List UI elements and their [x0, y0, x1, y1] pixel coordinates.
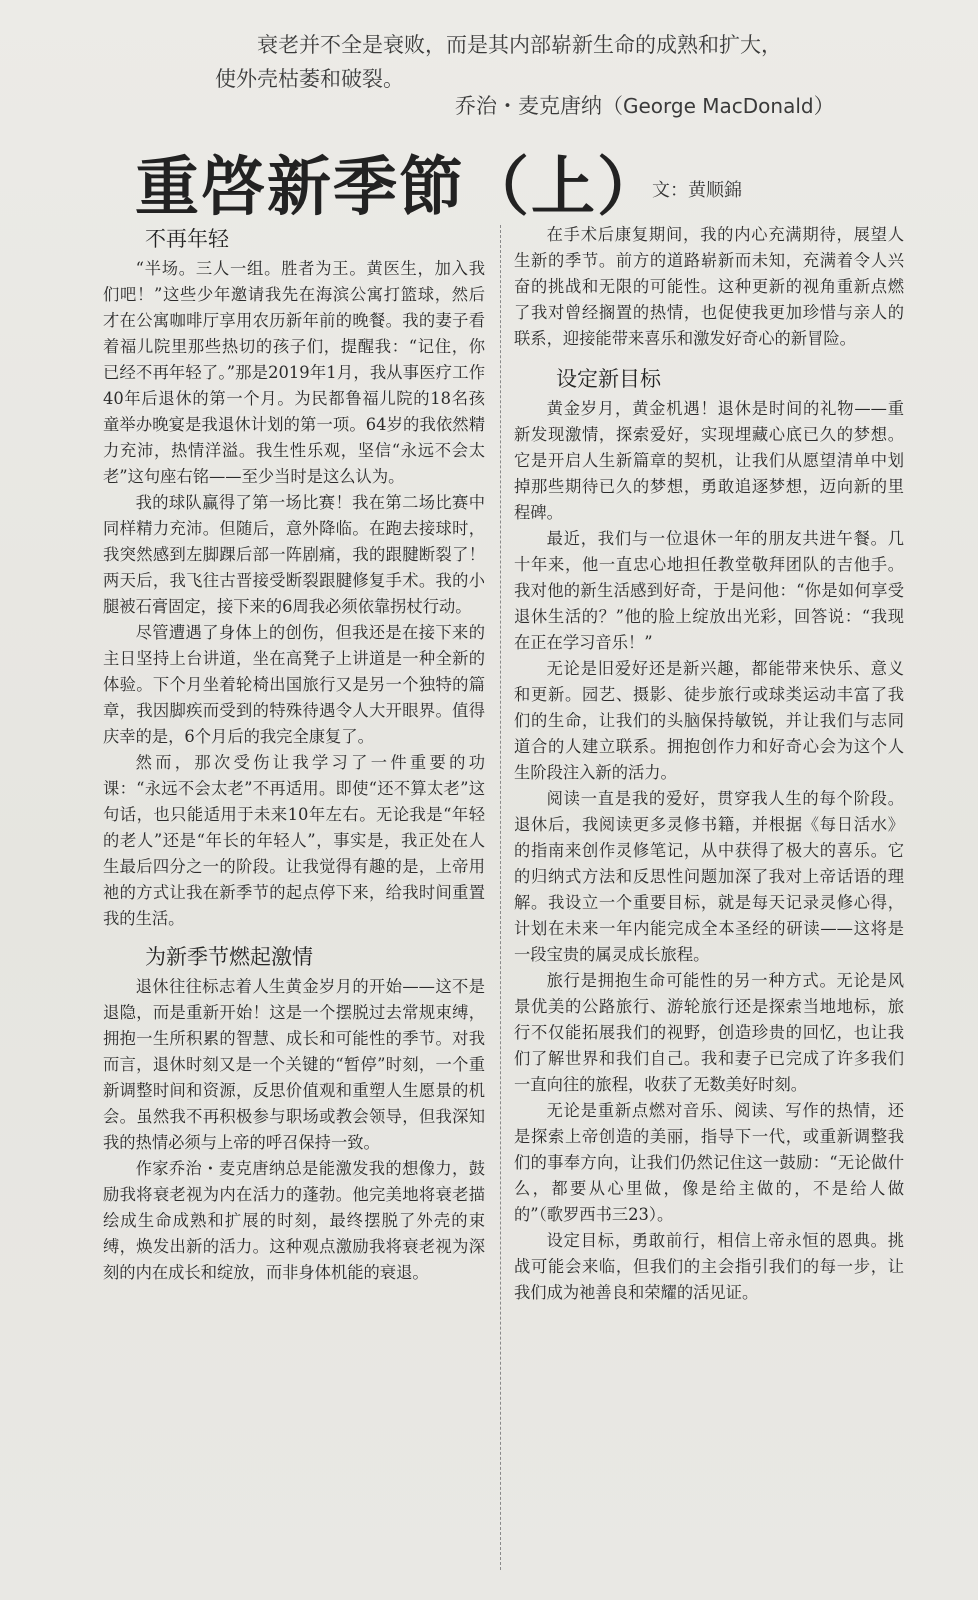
section-heading-new-goals: 设定新目标	[556, 367, 661, 391]
paragraph: 黄金岁月，黄金机遇！退休是时间的礼物——重新发现激情，探索爱好，实现埋藏心底已久的梦想。它是开启人生新篇章的契机，让我们从愿望清单中划掉那些期待已久的梦想，勇敢追逐梦想，迈向新的里程碑。	[514, 399, 904, 522]
paragraph: 退休往往标志着人生黄金岁月的开始——这不是退隐，而是重新开始！这是一个摆脱过去常规束缚，拥抱一生所积累的智慧、成长和可能性的季节。对我而言，退休时刻又是一个关键的“暂停”时刻，一个重新调整时间和资源，反思价值观和重塑人生愿景的机会。虽然我不再积极参与职场或教会领导，但我深知我的热情必须与上帝的呼召保持一致。	[103, 977, 485, 1152]
article-title: 重啓新季節（上）	[135, 151, 663, 225]
paragraph: 最近，我们与一位退休一年的朋友共进午餐。几十年来，他一直忠心地担任教堂敬拜团队的吉他手。我对他的新生活感到好奇，于是问他：“你是如何享受退休生活的？”他的脸上绽放出光彩，回答说：“我现在正在学习音乐！”	[514, 529, 904, 652]
faded-edge-mark	[8, 585, 38, 645]
paragraph: 设定目标，勇敢前行，相信上帝永恒的恩典。挑战可能会来临，但我们的主会指引我们的每一步，让我们成为祂善良和荣耀的活见证。	[514, 1231, 904, 1302]
epigraph-author-en: George MacDonald	[623, 94, 814, 118]
paragraph: “半场。三人一组。胜者为王。黄医生，加入我们吧！”这些少年邀请我先在海滨公寓打篮球，然后才在公寓咖啡厅享用农历新年前的晚餐。我的妻子看着福儿院里那些热切的孩子们，提醒我：“记住，你已经不再年轻了。”那是2019年1月，我从事医疗工作40年后退休的第一个月。为民都鲁福儿院的18名孩童举办晚宴是我退休计划的第一项。64岁的我依然精力充沛，热情洋溢。我生性乐观，坚信“永远不会太老”这句座右铭——至少当时是这么认为。	[103, 259, 485, 486]
section-heading-no-longer-young: 不再年轻	[145, 227, 229, 251]
paragraph: 旅行是拥抱生命可能性的另一种方式。无论是风景优美的公路旅行、游轮旅行还是探索当地地标，旅行不仅能拓展我们的视野，创造珍贵的回忆，也让我们了解世界和我们自己。我和妻子已完成了许多我们一直向往的旅程，收获了无数美好时刻。	[514, 971, 904, 1094]
epigraph-author-close: ）	[813, 94, 835, 118]
paragraph: 然而，那次受伤让我学习了一件重要的功课：“永远不会太老”不再适用。即使“还不算太老”这句话，也只能适用于未来10年左右。无论我是“年轻的老人”还是“年长的年轻人”，事实是，我正处在人生最后四分之一的阶段。让我觉得有趣的是，上帝用祂的方式让我在新季节的起点停下来，给我时间重置我的生活。	[103, 753, 485, 928]
epigraph-author-cn: 乔治・麦克唐纳（	[455, 94, 623, 118]
left-column	[103, 222, 485, 1286]
paragraph: 尽管遭遇了身体上的创伤，但我还是在接下来的主日坚持上台讲道，坐在高凳子上讲道是一种全新的体验。下个月坐着轮椅出国旅行又是另一个独特的篇章，我因脚疾而受到的特殊待遇令人大开眼界。值得庆幸的是，6个月后的我完全康复了。	[103, 623, 485, 746]
epigraph-line-1: 衰老并不全是衰败，而是其内部崭新生命的成熟和扩大，	[257, 33, 782, 57]
paragraph: 无论是重新点燃对音乐、阅读、写作的热情，还是探索上帝创造的美丽，指导下一代，或重新调整我们的事奉方向，让我们仍然记住这一鼓励：“无论做什么，都要从心里做，像是给主做的，不是给人做的”（歌罗西书三23）。	[514, 1101, 904, 1224]
paragraph: 阅读一直是我的爱好，贯穿我人生的每个阶段。退休后，我阅读更多灵修书籍，并根据《每日活水》的指南来创作灵修笔记，从中获得了极大的喜乐。它的归纳式方法和反思性问题加深了我对上帝话语的理解。我设立一个重要目标，就是每天记录灵修心得，计划在未来一年内能完成全本圣经的研读——这将是一段宝贵的属灵成长旅程。	[514, 789, 904, 964]
paragraph: 无论是旧爱好还是新兴趣，都能带来快乐、意义和更新。园艺、摄影、徒步旅行或球类运动丰富了我们的生命，让我们的头脑保持敏锐，并让我们与志同道合的人建立联系。拥抱创作力和好奇心会为这个人生阶段注入新的活力。	[514, 659, 904, 782]
paragraph: 我的球队赢得了第一场比赛！我在第二场比赛中同样精力充沛。但随后，意外降临。在跑去接球时，我突然感到左脚踝后部一阵剧痛，我的跟腱断裂了！两天后，我飞往古晋接受断裂跟腱修复手术。我的小腿被石膏固定，接下来的6周我必须依靠拐杖行动。	[103, 493, 485, 616]
paragraph: 在手术后康复期间，我的内心充满期待，展望人生新的季节。前方的道路崭新而未知，充满着令人兴奋的挑战和无限的可能性。这种更新的视角重新点燃了我对曾经搁置的热情，也促使我更加珍惜与亲人的联系，迎接能带来喜乐和激发好奇心的新冒险。	[514, 225, 904, 348]
paragraph: 作家乔治・麦克唐纳总是能激发我的想像力，鼓励我将衰老视为内在活力的蓬勃。他完美地将衰老描绘成生命成熟和扩展的时刻，最终摆脱了外壳的束缚，焕发出新的活力。这种观点激励我将衰老视为深刻的内在成长和绽放，而非身体机能的衰退。	[103, 1159, 485, 1282]
epigraph-line-2: 使外壳枯萎和破裂。	[215, 67, 404, 91]
epigraph-author	[455, 90, 835, 120]
section-heading-passion: 为新季节燃起激情	[145, 945, 313, 969]
epigraph-quote	[215, 28, 915, 96]
column-divider	[500, 225, 501, 1570]
right-column	[514, 222, 904, 1306]
article-byline: 文：黄顺錦	[652, 180, 742, 201]
